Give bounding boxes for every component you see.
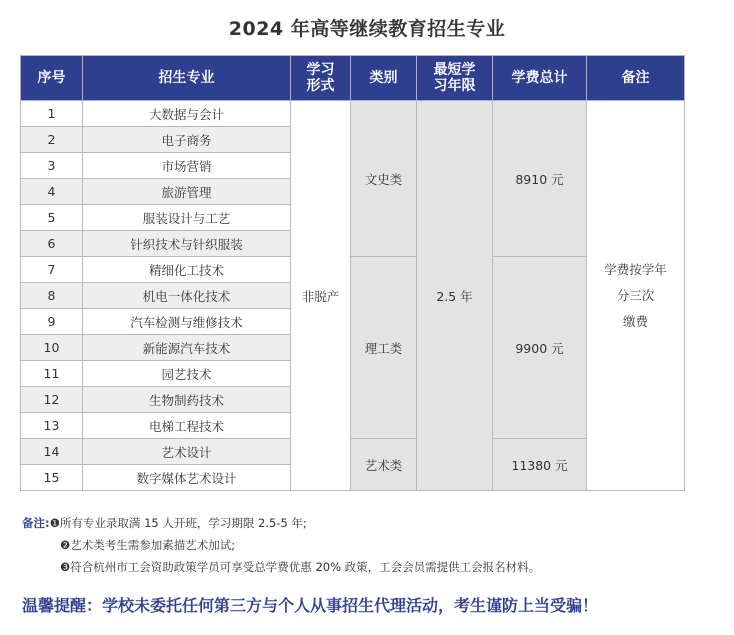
- header-major: 招生专业: [83, 56, 291, 101]
- row-no: 14: [21, 439, 83, 465]
- row-no: 1: [21, 101, 83, 127]
- row-major: 艺术设计: [83, 439, 291, 465]
- row-major: 针织技术与针织服装: [83, 231, 291, 257]
- remark-cell: 学费按学年 分三次 缴费: [587, 101, 685, 491]
- row-no: 2: [21, 127, 83, 153]
- row-no: 5: [21, 205, 83, 231]
- header-duration: 最短学 习年限: [417, 56, 493, 101]
- row-major: 电子商务: [83, 127, 291, 153]
- header-category: 类别: [351, 56, 417, 101]
- row-no: 9: [21, 309, 83, 335]
- row-major: 电梯工程技术: [83, 413, 291, 439]
- warning-text: 温馨提醒：学校未委托任何第三方与个人从事招生代理活动，考生谨防上当受骗！: [22, 596, 599, 615]
- note-item-1: 备注:❶所有专业录取满 15 人开班，学习期限 2.5-5 年;: [22, 516, 307, 530]
- header-mode: 学习 形式: [291, 56, 351, 101]
- row-major: 服装设计与工艺: [83, 205, 291, 231]
- row-major: 精细化工技术: [83, 257, 291, 283]
- notes-section: [22, 512, 540, 578]
- row-no: 4: [21, 179, 83, 205]
- fee-art: 11380 元: [493, 439, 587, 491]
- row-major: 数字媒体艺术设计: [83, 465, 291, 491]
- row-no: 15: [21, 465, 83, 491]
- row-no: 3: [21, 153, 83, 179]
- enrollment-table: [20, 55, 685, 491]
- row-major: 市场营销: [83, 153, 291, 179]
- row-major: 机电一体化技术: [83, 283, 291, 309]
- row-major: 新能源汽车技术: [83, 335, 291, 361]
- row-major: 生物制药技术: [83, 387, 291, 413]
- note-item-2: ❷艺术类考生需参加素描艺术加试;: [60, 538, 236, 552]
- table-row: [21, 257, 685, 283]
- page-title: 2024 年高等继续教育招生专业: [228, 18, 506, 40]
- duration-cell: 2.5 年: [417, 101, 493, 491]
- row-no: 7: [21, 257, 83, 283]
- header-no: 序号: [21, 56, 83, 101]
- row-no: 10: [21, 335, 83, 361]
- table-row: [21, 439, 685, 465]
- category-art: 艺术类: [351, 439, 417, 491]
- note-item-3: ❸符合杭州市工会资助政策学员可享受总学费优惠 20% 政策，工会会员需提供工会报名材料。: [60, 560, 541, 574]
- row-no: 13: [21, 413, 83, 439]
- category-science: 理工类: [351, 257, 417, 439]
- fee-liberal: 8910 元: [493, 101, 587, 257]
- table-row: [21, 101, 685, 127]
- row-no: 6: [21, 231, 83, 257]
- header-row: [21, 56, 685, 101]
- row-no: 12: [21, 387, 83, 413]
- notes-label: 备注:: [22, 516, 50, 530]
- header-fee: 学费总计: [493, 56, 587, 101]
- row-major: 汽车检测与维修技术: [83, 309, 291, 335]
- row-no: 8: [21, 283, 83, 309]
- fee-science: 9900 元: [493, 257, 587, 439]
- row-no: 11: [21, 361, 83, 387]
- row-major: 大数据与会计: [83, 101, 291, 127]
- row-major: 旅游管理: [83, 179, 291, 205]
- category-liberal: 文史类: [351, 101, 417, 257]
- header-remark: 备注: [587, 56, 685, 101]
- study-mode-cell: 非脱产: [291, 101, 351, 491]
- row-major: 园艺技术: [83, 361, 291, 387]
